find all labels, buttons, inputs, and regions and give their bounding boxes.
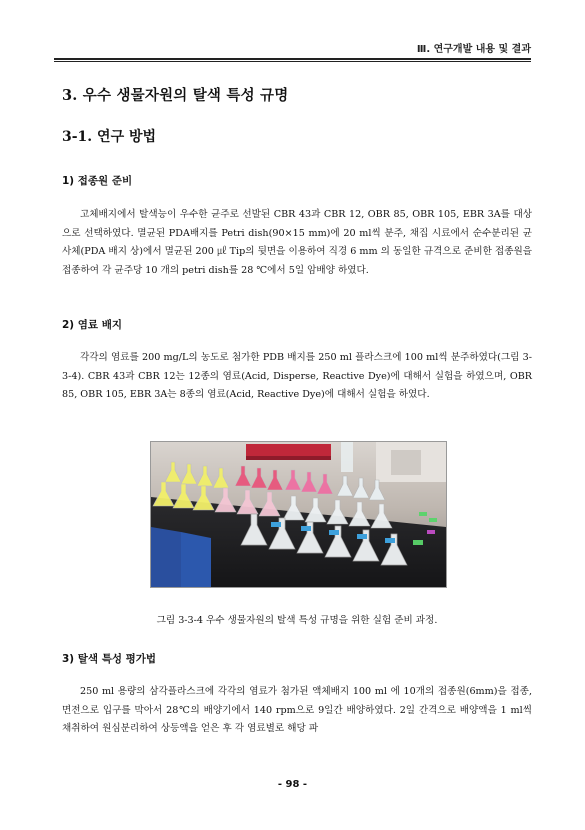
page-number: - 98 - <box>277 779 308 790</box>
section-subtitle: 3-1. 연구 방법 <box>62 129 157 145</box>
paragraph-3: 250 ml 용량의 삼각플라스크에 각각의 염료가 첨가된 액체배지 100 ml 에 10개의 접종원(6mm)을 접종, 면전으로 입구를 막아서 28℃의 배양기에서 140 rpm으로 9일간 배양하였다. 2일 간격으로 배양액을 1 ml씩 채취하여 원심분리하여 상등액을 얻은 후 각 염료별로 해당 파 <box>62 686 532 734</box>
section-title: 3. 우수 생물자원의 탈색 특성 규명 <box>62 87 289 104</box>
lab-photo-illustration <box>151 442 446 587</box>
paragraph-2: 각각의 염료를 200 mg/L의 농도로 첨가한 PDB 배지를 250 ml 플라스크에 100 ml씩 분주하였다(그림 3-3-4). CBR 43과 CBR 12는 12종의 염료(Acid, Disperse, Reactive Dye)에 대해서 실험을 하였으며, OBR 85, OBR 105, EBR 3A는 8종의 염료(Acid, Reactive Dye)에 대해서 실험을 하였다. <box>62 352 532 400</box>
subsection-title-2: 2) 염료 배지 <box>62 319 122 331</box>
subsection-title-1: 1) 접종원 준비 <box>62 175 133 187</box>
subsection-title-3: 3) 탈색 특성 평가법 <box>62 653 157 665</box>
running-header: Ⅲ. 연구개발 내용 및 결과 <box>416 44 531 55</box>
header-rule <box>54 58 531 62</box>
lab-photo <box>150 441 447 588</box>
figure-caption: 그림 3-3-4 우수 생물자원의 탈색 특성 규명을 위한 실험 준비 과정. <box>156 615 438 626</box>
paragraph-1: 고체배지에서 탈색능이 우수한 균주로 선발된 CBR 43과 CBR 12, OBR 85, OBR 105, EBR 3A를 대상으로 선택하였다. 멸균된 PDA배지를 Petri dish(90×15 mm)에 20 ml씩 분주, 채집 시료에서 순수분리된 균사체(PDA 배지 상)에서 멸균된 200 ㎕ Tip의 뒷면을 이용하여 직경 6 mm 의 동일한 규격으로 준비한 접종원을 접종하여 각 균주당 10 개의 petri dish를 28 ℃에서 5일 암배양 하였다. <box>62 209 532 276</box>
